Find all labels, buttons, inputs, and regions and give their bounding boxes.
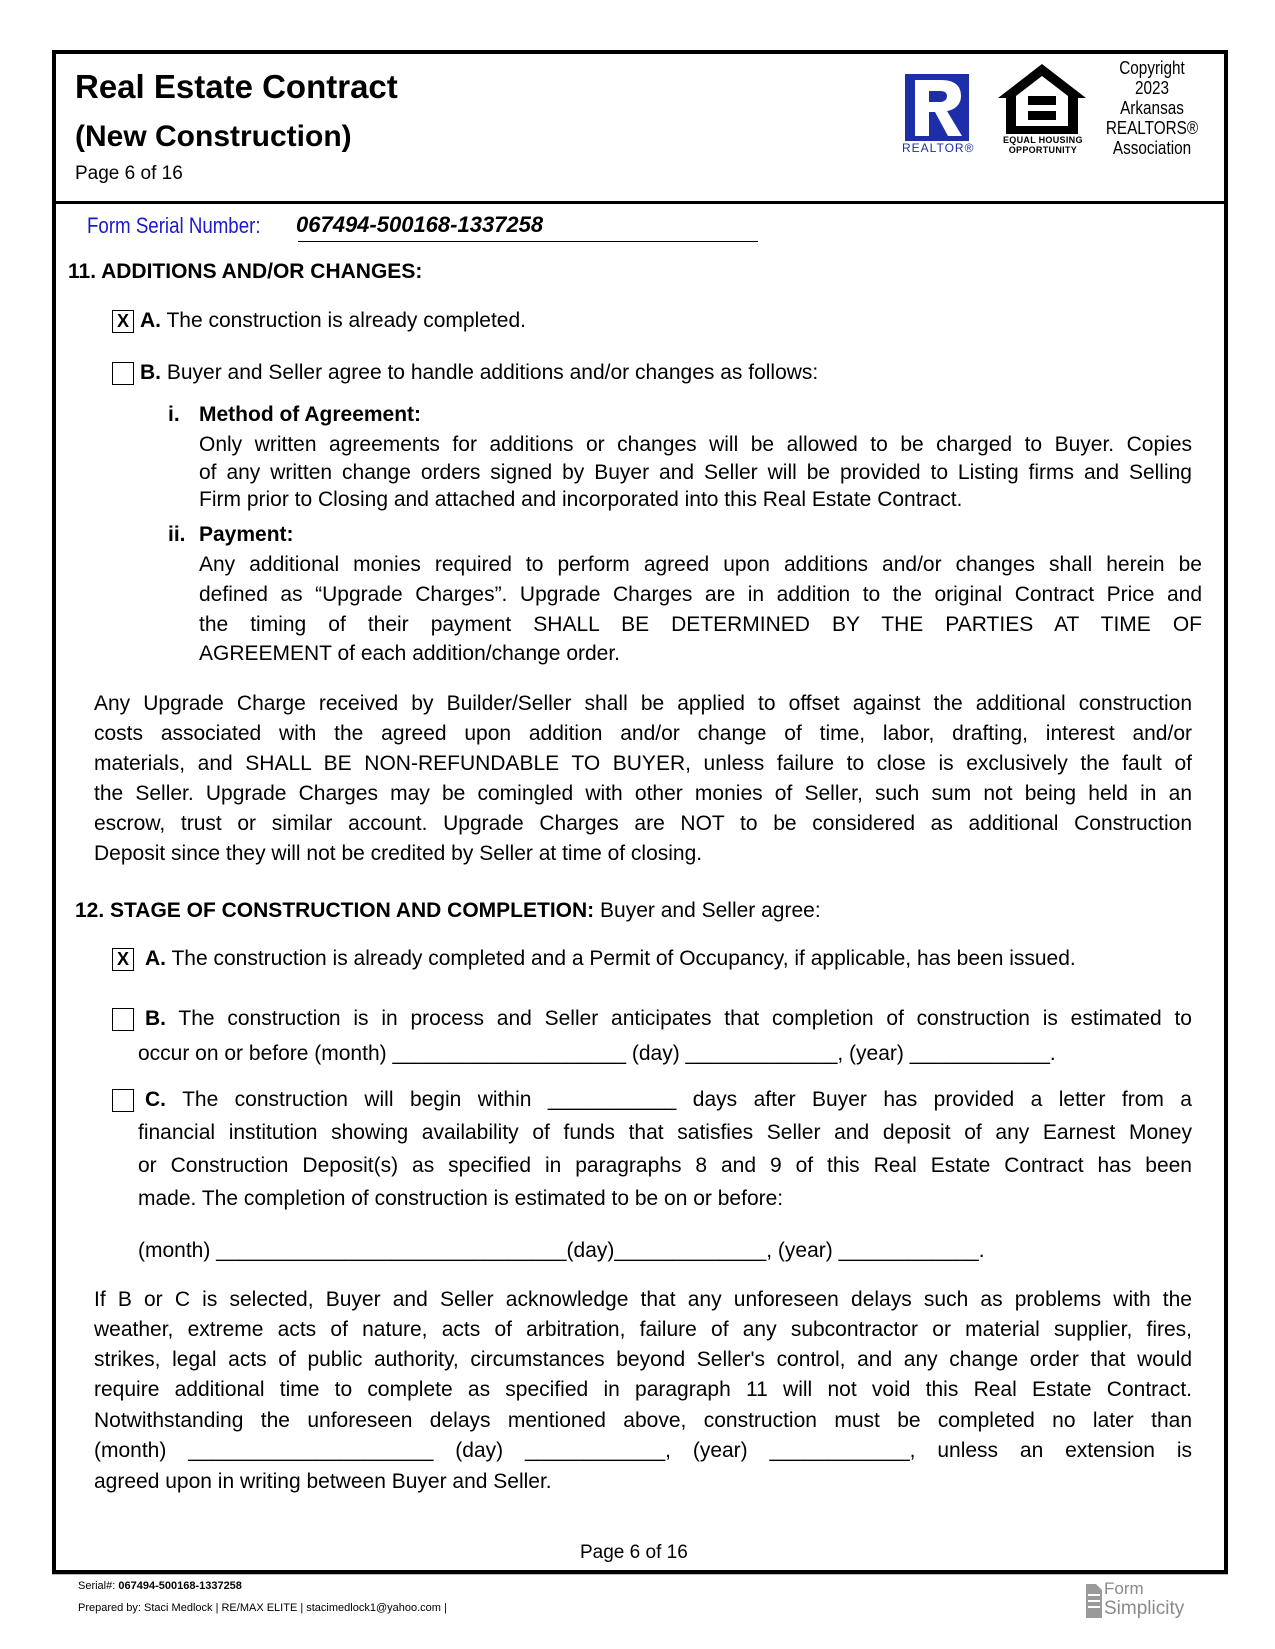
footer-serial: Serial#: 067494-500168-1337258 xyxy=(78,1580,242,1592)
header-divider xyxy=(52,201,1228,204)
option-12c-line3: or Construction Deposit(s) as specified in paragraphs 8 and 9 of this Real Estate Contract has been xyxy=(138,1154,1192,1177)
section-12-completion-date-fields[interactable]: (month) _____________________ (day) ____________, (year) ____________, unless an extension is xyxy=(94,1439,1192,1462)
sub-ii-numeral: ii. xyxy=(168,523,186,546)
sub-i-line: Firm prior to Closing and attached and incorporated into this Real Estate Contract. xyxy=(199,488,963,511)
footer-divider xyxy=(52,1574,1228,1575)
checkbox-12c[interactable] xyxy=(112,1089,134,1112)
section-11-paragraph-line: materials, and SHALL BE NON-REFUNDABLE TO BUYER, unless failure to close is exclusively the fault of xyxy=(94,752,1192,775)
section-11-heading: 11. ADDITIONS AND/OR CHANGES: xyxy=(68,260,423,283)
section-11-paragraph-line: Deposit since they will not be credited by Seller at time of closing. xyxy=(94,842,703,865)
sub-i-numeral: i. xyxy=(168,403,180,426)
option-11b: B. Buyer and Seller agree to handle additions and/or changes as follows: xyxy=(140,361,819,384)
sub-i-line: Only written agreements for additions or changes will be allowed to be charged to Buyer. Copies xyxy=(199,433,1192,456)
equal-housing-text: EQUAL HOUSING OPPORTUNITY xyxy=(1003,135,1083,155)
option-12c-date-fields[interactable]: (month) ______________________________(day)_____________, (year) ____________. xyxy=(138,1239,985,1262)
serial-value: 067494-500168-1337258 xyxy=(296,212,544,237)
option-11a: A. The construction is already completed. xyxy=(140,309,526,332)
checkbox-12a[interactable]: X xyxy=(112,948,134,971)
section-12-heading: 12. STAGE OF CONSTRUCTION AND COMPLETION: Buyer and Seller agree: xyxy=(75,899,821,922)
section-11-paragraph-line: costs associated with the agreed upon addition and/or change of time, labor, drafting, interest and/or xyxy=(94,722,1192,745)
section-12-paragraph-line: weather, extreme acts of nature, acts of arbitration, failure of any subcontractor or material supplier, fires, xyxy=(94,1318,1192,1341)
section-12-paragraph-line: Notwithstanding the unforeseen delays mentioned above, construction must be completed no later than xyxy=(94,1409,1192,1432)
serial-underline xyxy=(298,241,758,242)
option-12a: A. The construction is already completed and a Permit of Occupancy, if applicable, has been issued. xyxy=(145,947,1076,970)
sub-i-line: of any written change orders signed by Buyer and Seller will be provided to Listing firms and Selling xyxy=(199,461,1192,484)
option-12c-line2: financial institution showing availability of funds that satisfies Seller and deposit of any Earnest Money xyxy=(138,1121,1192,1144)
equal-housing-icon xyxy=(996,62,1088,139)
sub-ii-line: Any additional monies required to perform agreed upon additions and/or changes shall herein be xyxy=(199,553,1202,576)
option-12b-line1: B. The construction is in process and Seller anticipates that completion of construction is estimated to xyxy=(145,1007,1192,1030)
realtor-logo-icon xyxy=(905,74,969,141)
header-page-label: Page 6 of 16 xyxy=(75,163,183,184)
checkbox-11a[interactable]: X xyxy=(112,310,134,333)
sub-ii-line: defined as “Upgrade Charges”. Upgrade Charges are in addition to the original Contract Price and xyxy=(199,583,1202,606)
section-11-paragraph-line: escrow, trust or similar account. Upgrade Charges are NOT to be considered as additional Construction xyxy=(94,812,1192,835)
sub-ii-title: Payment: xyxy=(199,523,294,546)
realtor-logo-text: REALTOR® xyxy=(902,141,975,155)
document-title: Real Estate Contract xyxy=(75,68,398,105)
document-subtitle: (New Construction) xyxy=(75,120,352,153)
section-12-paragraph-line: require additional time to complete as specified in paragraph 11 will not void this Real Estate Contract. xyxy=(94,1378,1192,1401)
option-12c-line1: C. The construction will begin within ___________ days after Buyer has provided a letter from a xyxy=(145,1088,1192,1111)
document-icon xyxy=(1086,1584,1102,1618)
footer-prepared-by: Prepared by: Staci Medlock | RE/MAX ELITE | stacimedlock1@yahoo.com | xyxy=(78,1602,447,1614)
checkbox-12b[interactable] xyxy=(112,1008,134,1031)
option-12c-line4: made. The completion of construction is estimated to be on or before: xyxy=(138,1187,784,1210)
copyright-block: Copyright 2023 Arkansas REALTORS® Association xyxy=(1105,58,1199,158)
checkbox-11b[interactable] xyxy=(112,362,134,385)
sub-i-title: Method of Agreement: xyxy=(199,403,422,426)
section-11-paragraph-line: the Seller. Upgrade Charges may be comingled with other monies of Seller, such sum not being held in an xyxy=(94,782,1192,805)
section-12-paragraph-line: If B or C is selected, Buyer and Seller acknowledge that any unforeseen delays such as problems with the xyxy=(94,1288,1192,1311)
serial-label: Form Serial Number: xyxy=(87,213,261,238)
sub-ii-line: the timing of their payment SHALL BE DETERMINED BY THE PARTIES AT TIME OF xyxy=(199,613,1202,636)
footer-page-label: Page 6 of 16 xyxy=(580,1542,688,1563)
section-12-paragraph-line: agreed upon in writing between Buyer and Seller. xyxy=(94,1470,552,1493)
sub-ii-line: AGREEMENT of each addition/change order. xyxy=(199,642,621,665)
section-11-paragraph-line: Any Upgrade Charge received by Builder/Seller shall be applied to offset against the additional construction xyxy=(94,692,1192,715)
option-12b-date-fields[interactable]: occur on or before (month) ____________________ (day) _____________, (year) ____________. xyxy=(138,1042,1056,1065)
section-12-paragraph-line: strikes, legal acts of public authority, circumstances beyond Seller's control, and any change order that would xyxy=(94,1348,1192,1371)
